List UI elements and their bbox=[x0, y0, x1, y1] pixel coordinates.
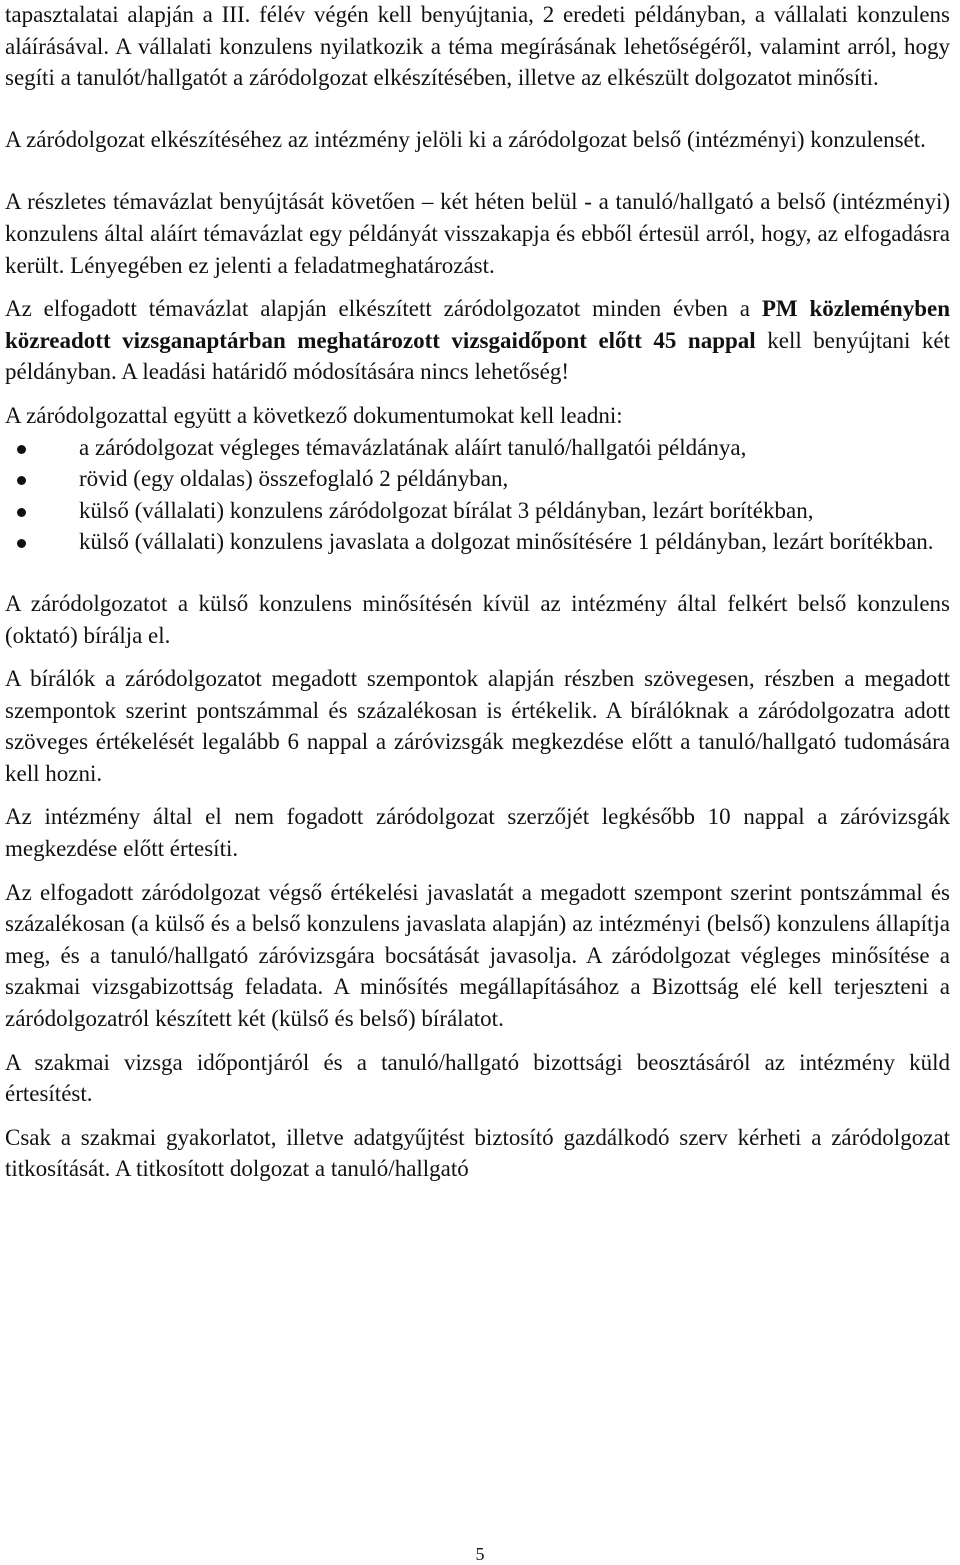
list-item bbox=[5, 495, 950, 527]
paragraph-rejected: Az intézmény által el nem fogadott záródolgozat szerzőjét legkésőbb 10 nappal a záróvizsgák megkezdése előtt értesíti. bbox=[5, 804, 950, 862]
paragraph-final-evaluation: Az elfogadott záródolgozat végső értékelési javaslatát a megadott szempont szerint pontszámmal és százalékosan (a külső és a belső konzulens javaslata alapján) az intézményi (belső) konzulens állapítja meg, és a tanuló/hallgató záróvizsgára bocsátását javasolja. A záródolgozat végleges minősítése a szakmai vizsgabizottság feladata. A minősítés megállapításához a Bizottság elé kell terjeszteni a záródolgozatról készített két (külső és belső) bírálatot. bbox=[5, 879, 950, 1032]
paragraph-internal-consultant: A záródolgozat elkészítéséhez az intézmény jelöli ki a záródolgozat belső (intézményi) konzulensét. bbox=[5, 126, 926, 152]
list-item-text: külső (vállalati) konzulens záródolgozat bírálat 3 példányban, lezárt borítékban, bbox=[79, 497, 814, 523]
document-page bbox=[5, 0, 950, 1185]
deadline-text-start: Az elfogadott témavázlat alapján elkészített záródolgozatot minden évben a bbox=[5, 296, 762, 322]
bullet-icon bbox=[17, 476, 26, 485]
paragraph-reviewers: A bírálók a záródolgozatot megadott szempontok alapján részben szövegesen, részben a megadott szempontok szerint pontszámmal és százalékosan is értékelik. A bírálóknak a záródolgozatra adott szöveges értékelését legalább 6 nappal a záróvizsgák megkezdése előtt a tanuló/hallgató tudomására kell hozni. bbox=[5, 666, 950, 786]
bullet-icon bbox=[17, 445, 26, 454]
bullet-icon bbox=[17, 539, 26, 548]
paragraph-confidential: Csak a szakmai gyakorlatot, illetve adatgyűjtést biztosító gazdálkodó szerv kérheti a záródolgozat titkosítását. A titkosított dolgozat a tanuló/hallgató bbox=[5, 1124, 950, 1182]
bullet-icon bbox=[17, 508, 26, 517]
documents-list bbox=[5, 432, 950, 558]
paragraph-exam-notice: A szakmai vizsga időpontjáról és a tanuló/hallgató bizottsági beosztásáról az intézmény küld értesítést. bbox=[5, 1049, 950, 1107]
list-item bbox=[5, 432, 950, 464]
deadline-text-end: kell benyújtani két példányban. A leadási határidő módosítására nincs lehetőség! bbox=[5, 327, 950, 385]
paragraph-top: tapasztalatai alapján a III. félév végén kell benyújtania, 2 eredeti példányban, a vállalati konzulens aláírásával. A vállalati konzulens nyilatkozik a téma megírásának lehetőségéről, valamint arról, hogy segíti a tanulót/hallgatót a záródolgozat elkészítésében, illetve az elkészült dolgozatot minősíti. bbox=[5, 2, 950, 91]
list-item bbox=[5, 463, 950, 495]
paragraph-deadline bbox=[5, 293, 950, 388]
paragraph-review: A záródolgozatot a külső konzulens minősítésén kívül az intézmény által felkért belső konzulens (oktató) bírálja el. bbox=[5, 590, 950, 648]
list-item bbox=[5, 526, 950, 558]
paragraph-documents-intro: A záródolgozattal együtt a következő dokumentumokat kell leadni: bbox=[5, 402, 623, 428]
list-item-text: külső (vállalati) konzulens javaslata a dolgozat minősítésére 1 példányban, lezárt borítékban. bbox=[79, 529, 934, 555]
page-number: 5 bbox=[475, 1544, 485, 1564]
deadline-text-bold: PM közleményben közreadott vizsganaptárban meghatározott vizsgaidőpont előtt 45 nappal bbox=[5, 296, 950, 353]
list-item-text: a záródolgozat végleges témavázlatának aláírt tanuló/hallgatói példánya, bbox=[79, 434, 747, 460]
list-item-text: rövid (egy oldalas) összefoglaló 2 példányban, bbox=[79, 466, 509, 492]
paragraph-outline: A részletes témavázlat benyújtását követően – két héten belül - a tanuló/hallgató a belső (intézményi) konzulens által aláírt témavázlat egy példányát visszakapja és ebből értesül arról, hogy, az elfogadásra került. Lényegében ez jelenti a feladatmeghatározást. bbox=[5, 189, 950, 278]
